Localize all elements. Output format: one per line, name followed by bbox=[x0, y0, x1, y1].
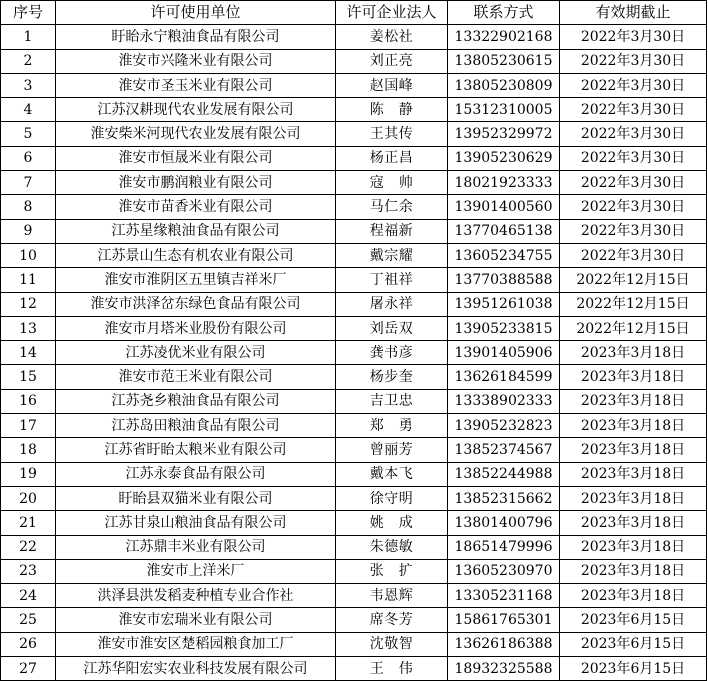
row-expiry: 2023年3月18日 bbox=[560, 462, 707, 486]
table-row bbox=[1, 49, 707, 73]
row-licensee: 江苏永泰食品有限公司 bbox=[56, 462, 336, 486]
table-row bbox=[1, 341, 707, 365]
row-licensee: 淮安市范王米业有限公司 bbox=[56, 365, 336, 389]
row-legal-person: 吉卫忠 bbox=[336, 389, 448, 413]
table-row bbox=[1, 73, 707, 97]
row-contact: 18021923333 bbox=[448, 171, 560, 195]
row-legal-person: 郑 勇 bbox=[336, 414, 448, 438]
row-expiry: 2022年3月30日 bbox=[560, 98, 707, 122]
row-contact: 13801400796 bbox=[448, 511, 560, 535]
row-licensee: 江苏景山生态有机农业有限公司 bbox=[56, 243, 336, 267]
row-contact: 13901400560 bbox=[448, 195, 560, 219]
row-licensee: 江苏凌优米业有限公司 bbox=[56, 341, 336, 365]
row-expiry: 2023年6月15日 bbox=[560, 608, 707, 632]
row-expiry: 2023年3月18日 bbox=[560, 584, 707, 608]
row-expiry: 2023年3月18日 bbox=[560, 365, 707, 389]
row-legal-person: 寇 帅 bbox=[336, 171, 448, 195]
row-legal-person: 刘正亮 bbox=[336, 49, 448, 73]
row-seq: 18 bbox=[1, 438, 56, 462]
row-expiry: 2023年6月15日 bbox=[560, 657, 707, 681]
row-seq: 7 bbox=[1, 171, 56, 195]
row-contact: 13905232823 bbox=[448, 414, 560, 438]
row-contact: 15861765301 bbox=[448, 608, 560, 632]
row-expiry: 2023年3月18日 bbox=[560, 559, 707, 583]
table-row bbox=[1, 98, 707, 122]
row-licensee: 淮安市宏瑞米业有限公司 bbox=[56, 608, 336, 632]
table-row bbox=[1, 389, 707, 413]
row-expiry: 2023年3月18日 bbox=[560, 414, 707, 438]
row-contact: 13322902168 bbox=[448, 25, 560, 49]
header-contact: 联系方式 bbox=[448, 1, 560, 25]
row-expiry: 2023年6月15日 bbox=[560, 632, 707, 656]
table-row bbox=[1, 171, 707, 195]
row-legal-person: 刘岳双 bbox=[336, 316, 448, 340]
row-legal-person: 戴本飞 bbox=[336, 462, 448, 486]
row-contact: 13805230809 bbox=[448, 73, 560, 97]
table-row bbox=[1, 268, 707, 292]
row-seq: 27 bbox=[1, 657, 56, 681]
row-contact: 18651479996 bbox=[448, 535, 560, 559]
row-contact: 13605234755 bbox=[448, 243, 560, 267]
table-row bbox=[1, 292, 707, 316]
row-licensee: 淮安市圣玉米业有限公司 bbox=[56, 73, 336, 97]
table-row bbox=[1, 316, 707, 340]
row-legal-person: 韦恩辉 bbox=[336, 584, 448, 608]
table-row bbox=[1, 559, 707, 583]
row-legal-person: 姜松社 bbox=[336, 25, 448, 49]
row-expiry: 2023年3月18日 bbox=[560, 535, 707, 559]
row-legal-person: 戴宗耀 bbox=[336, 243, 448, 267]
row-seq: 23 bbox=[1, 559, 56, 583]
table-row bbox=[1, 632, 707, 656]
table-row bbox=[1, 584, 707, 608]
row-contact: 13951261038 bbox=[448, 292, 560, 316]
row-legal-person: 徐守明 bbox=[336, 486, 448, 510]
row-licensee: 淮安市淮安区楚稻园粮食加工厂 bbox=[56, 632, 336, 656]
row-contact: 13338902333 bbox=[448, 389, 560, 413]
row-legal-person: 陈 静 bbox=[336, 98, 448, 122]
row-contact: 15312310005 bbox=[448, 98, 560, 122]
row-seq: 10 bbox=[1, 243, 56, 267]
row-licensee: 江苏星缘粮油食品有限公司 bbox=[56, 219, 336, 243]
row-licensee: 淮安市苗香米业有限公司 bbox=[56, 195, 336, 219]
row-expiry: 2022年3月30日 bbox=[560, 49, 707, 73]
row-licensee: 淮安市恒晟米业有限公司 bbox=[56, 146, 336, 170]
row-seq: 1 bbox=[1, 25, 56, 49]
header-expiry: 有效期截止 bbox=[560, 1, 707, 25]
table-row bbox=[1, 195, 707, 219]
table-row bbox=[1, 438, 707, 462]
row-expiry: 2022年12月15日 bbox=[560, 316, 707, 340]
row-licensee: 洪泽县洪发稻麦种植专业合作社 bbox=[56, 584, 336, 608]
row-seq: 9 bbox=[1, 219, 56, 243]
row-expiry: 2022年3月30日 bbox=[560, 73, 707, 97]
table-row bbox=[1, 122, 707, 146]
row-contact: 18932325588 bbox=[448, 657, 560, 681]
row-expiry: 2023年3月18日 bbox=[560, 511, 707, 535]
row-expiry: 2022年3月30日 bbox=[560, 195, 707, 219]
row-expiry: 2022年3月30日 bbox=[560, 219, 707, 243]
row-seq: 20 bbox=[1, 486, 56, 510]
row-contact: 13305231168 bbox=[448, 584, 560, 608]
table-row bbox=[1, 535, 707, 559]
row-legal-person: 程福新 bbox=[336, 219, 448, 243]
row-licensee: 淮安市上洋米厂 bbox=[56, 559, 336, 583]
row-expiry: 2022年3月30日 bbox=[560, 171, 707, 195]
row-seq: 14 bbox=[1, 341, 56, 365]
row-seq: 8 bbox=[1, 195, 56, 219]
row-seq: 17 bbox=[1, 414, 56, 438]
table-row bbox=[1, 511, 707, 535]
row-contact: 13952329972 bbox=[448, 122, 560, 146]
row-expiry: 2022年3月30日 bbox=[560, 243, 707, 267]
header-licensee: 许可使用单位 bbox=[56, 1, 336, 25]
row-contact: 13626186388 bbox=[448, 632, 560, 656]
table-row bbox=[1, 657, 707, 681]
row-legal-person: 张 扩 bbox=[336, 559, 448, 583]
row-expiry: 2023年3月18日 bbox=[560, 341, 707, 365]
row-licensee: 江苏汉耕现代农业发展有限公司 bbox=[56, 98, 336, 122]
row-licensee: 淮安市月塔米业股份有限公司 bbox=[56, 316, 336, 340]
row-licensee: 淮安市兴隆米业有限公司 bbox=[56, 49, 336, 73]
row-licensee: 江苏省盱眙太粮米业有限公司 bbox=[56, 438, 336, 462]
row-legal-person: 席冬芳 bbox=[336, 608, 448, 632]
row-legal-person: 王其传 bbox=[336, 122, 448, 146]
row-legal-person: 姚 成 bbox=[336, 511, 448, 535]
row-seq: 12 bbox=[1, 292, 56, 316]
row-legal-person: 赵国峰 bbox=[336, 73, 448, 97]
row-seq: 4 bbox=[1, 98, 56, 122]
row-licensee: 江苏尧乡粮油食品有限公司 bbox=[56, 389, 336, 413]
row-legal-person: 屠永祥 bbox=[336, 292, 448, 316]
row-legal-person: 王 伟 bbox=[336, 657, 448, 681]
row-seq: 16 bbox=[1, 389, 56, 413]
row-legal-person: 马仁余 bbox=[336, 195, 448, 219]
row-seq: 3 bbox=[1, 73, 56, 97]
row-contact: 13852315662 bbox=[448, 486, 560, 510]
row-seq: 19 bbox=[1, 462, 56, 486]
row-seq: 25 bbox=[1, 608, 56, 632]
row-seq: 5 bbox=[1, 122, 56, 146]
row-licensee: 淮安市淮阴区五里镇吉祥米厂 bbox=[56, 268, 336, 292]
row-expiry: 2022年3月30日 bbox=[560, 146, 707, 170]
row-seq: 15 bbox=[1, 365, 56, 389]
row-expiry: 2022年12月15日 bbox=[560, 292, 707, 316]
row-expiry: 2022年3月30日 bbox=[560, 25, 707, 49]
row-contact: 13805230615 bbox=[448, 49, 560, 73]
row-contact: 13852374567 bbox=[448, 438, 560, 462]
table-row bbox=[1, 219, 707, 243]
table-row bbox=[1, 608, 707, 632]
row-licensee: 淮安市鹏润粮业有限公司 bbox=[56, 171, 336, 195]
row-expiry: 2022年3月30日 bbox=[560, 122, 707, 146]
row-seq: 13 bbox=[1, 316, 56, 340]
table-row bbox=[1, 25, 707, 49]
row-contact: 13905233815 bbox=[448, 316, 560, 340]
row-contact: 13770388588 bbox=[448, 268, 560, 292]
row-seq: 26 bbox=[1, 632, 56, 656]
table-body bbox=[1, 25, 707, 681]
row-seq: 22 bbox=[1, 535, 56, 559]
row-legal-person: 丁祖祥 bbox=[336, 268, 448, 292]
row-contact: 13605230970 bbox=[448, 559, 560, 583]
row-expiry: 2023年3月18日 bbox=[560, 389, 707, 413]
row-legal-person: 曾丽芳 bbox=[336, 438, 448, 462]
table-row bbox=[1, 243, 707, 267]
row-licensee: 淮安市洪泽岔东绿色食品有限公司 bbox=[56, 292, 336, 316]
row-contact: 13626184599 bbox=[448, 365, 560, 389]
row-expiry: 2022年12月15日 bbox=[560, 268, 707, 292]
row-contact: 13770465138 bbox=[448, 219, 560, 243]
row-legal-person: 沈敬智 bbox=[336, 632, 448, 656]
row-seq: 11 bbox=[1, 268, 56, 292]
row-legal-person: 杨步奎 bbox=[336, 365, 448, 389]
header-legal-person: 许可企业法人 bbox=[336, 1, 448, 25]
row-contact: 13905230629 bbox=[448, 146, 560, 170]
row-licensee: 盱眙永宁粮油食品有限公司 bbox=[56, 25, 336, 49]
table-row bbox=[1, 365, 707, 389]
header-seq: 序号 bbox=[1, 1, 56, 25]
row-licensee: 淮安柴米河现代农业发展有限公司 bbox=[56, 122, 336, 146]
row-expiry: 2023年3月18日 bbox=[560, 486, 707, 510]
row-seq: 21 bbox=[1, 511, 56, 535]
table-row bbox=[1, 486, 707, 510]
row-licensee: 盱眙县双猫米业有限公司 bbox=[56, 486, 336, 510]
row-seq: 6 bbox=[1, 146, 56, 170]
row-legal-person: 朱德敏 bbox=[336, 535, 448, 559]
row-legal-person: 杨正昌 bbox=[336, 146, 448, 170]
row-seq: 2 bbox=[1, 49, 56, 73]
row-licensee: 江苏华阳宏实农业科技发展有限公司 bbox=[56, 657, 336, 681]
table-row bbox=[1, 462, 707, 486]
header-row bbox=[1, 1, 707, 25]
row-seq: 24 bbox=[1, 584, 56, 608]
table-row bbox=[1, 146, 707, 170]
row-licensee: 江苏岛田粮油食品有限公司 bbox=[56, 414, 336, 438]
table-row bbox=[1, 414, 707, 438]
row-expiry: 2023年3月18日 bbox=[560, 438, 707, 462]
row-legal-person: 龚书彦 bbox=[336, 341, 448, 365]
row-licensee: 江苏甘泉山粮油食品有限公司 bbox=[56, 511, 336, 535]
row-licensee: 江苏鼎丰米业有限公司 bbox=[56, 535, 336, 559]
row-contact: 13852244988 bbox=[448, 462, 560, 486]
row-contact: 13901405906 bbox=[448, 341, 560, 365]
